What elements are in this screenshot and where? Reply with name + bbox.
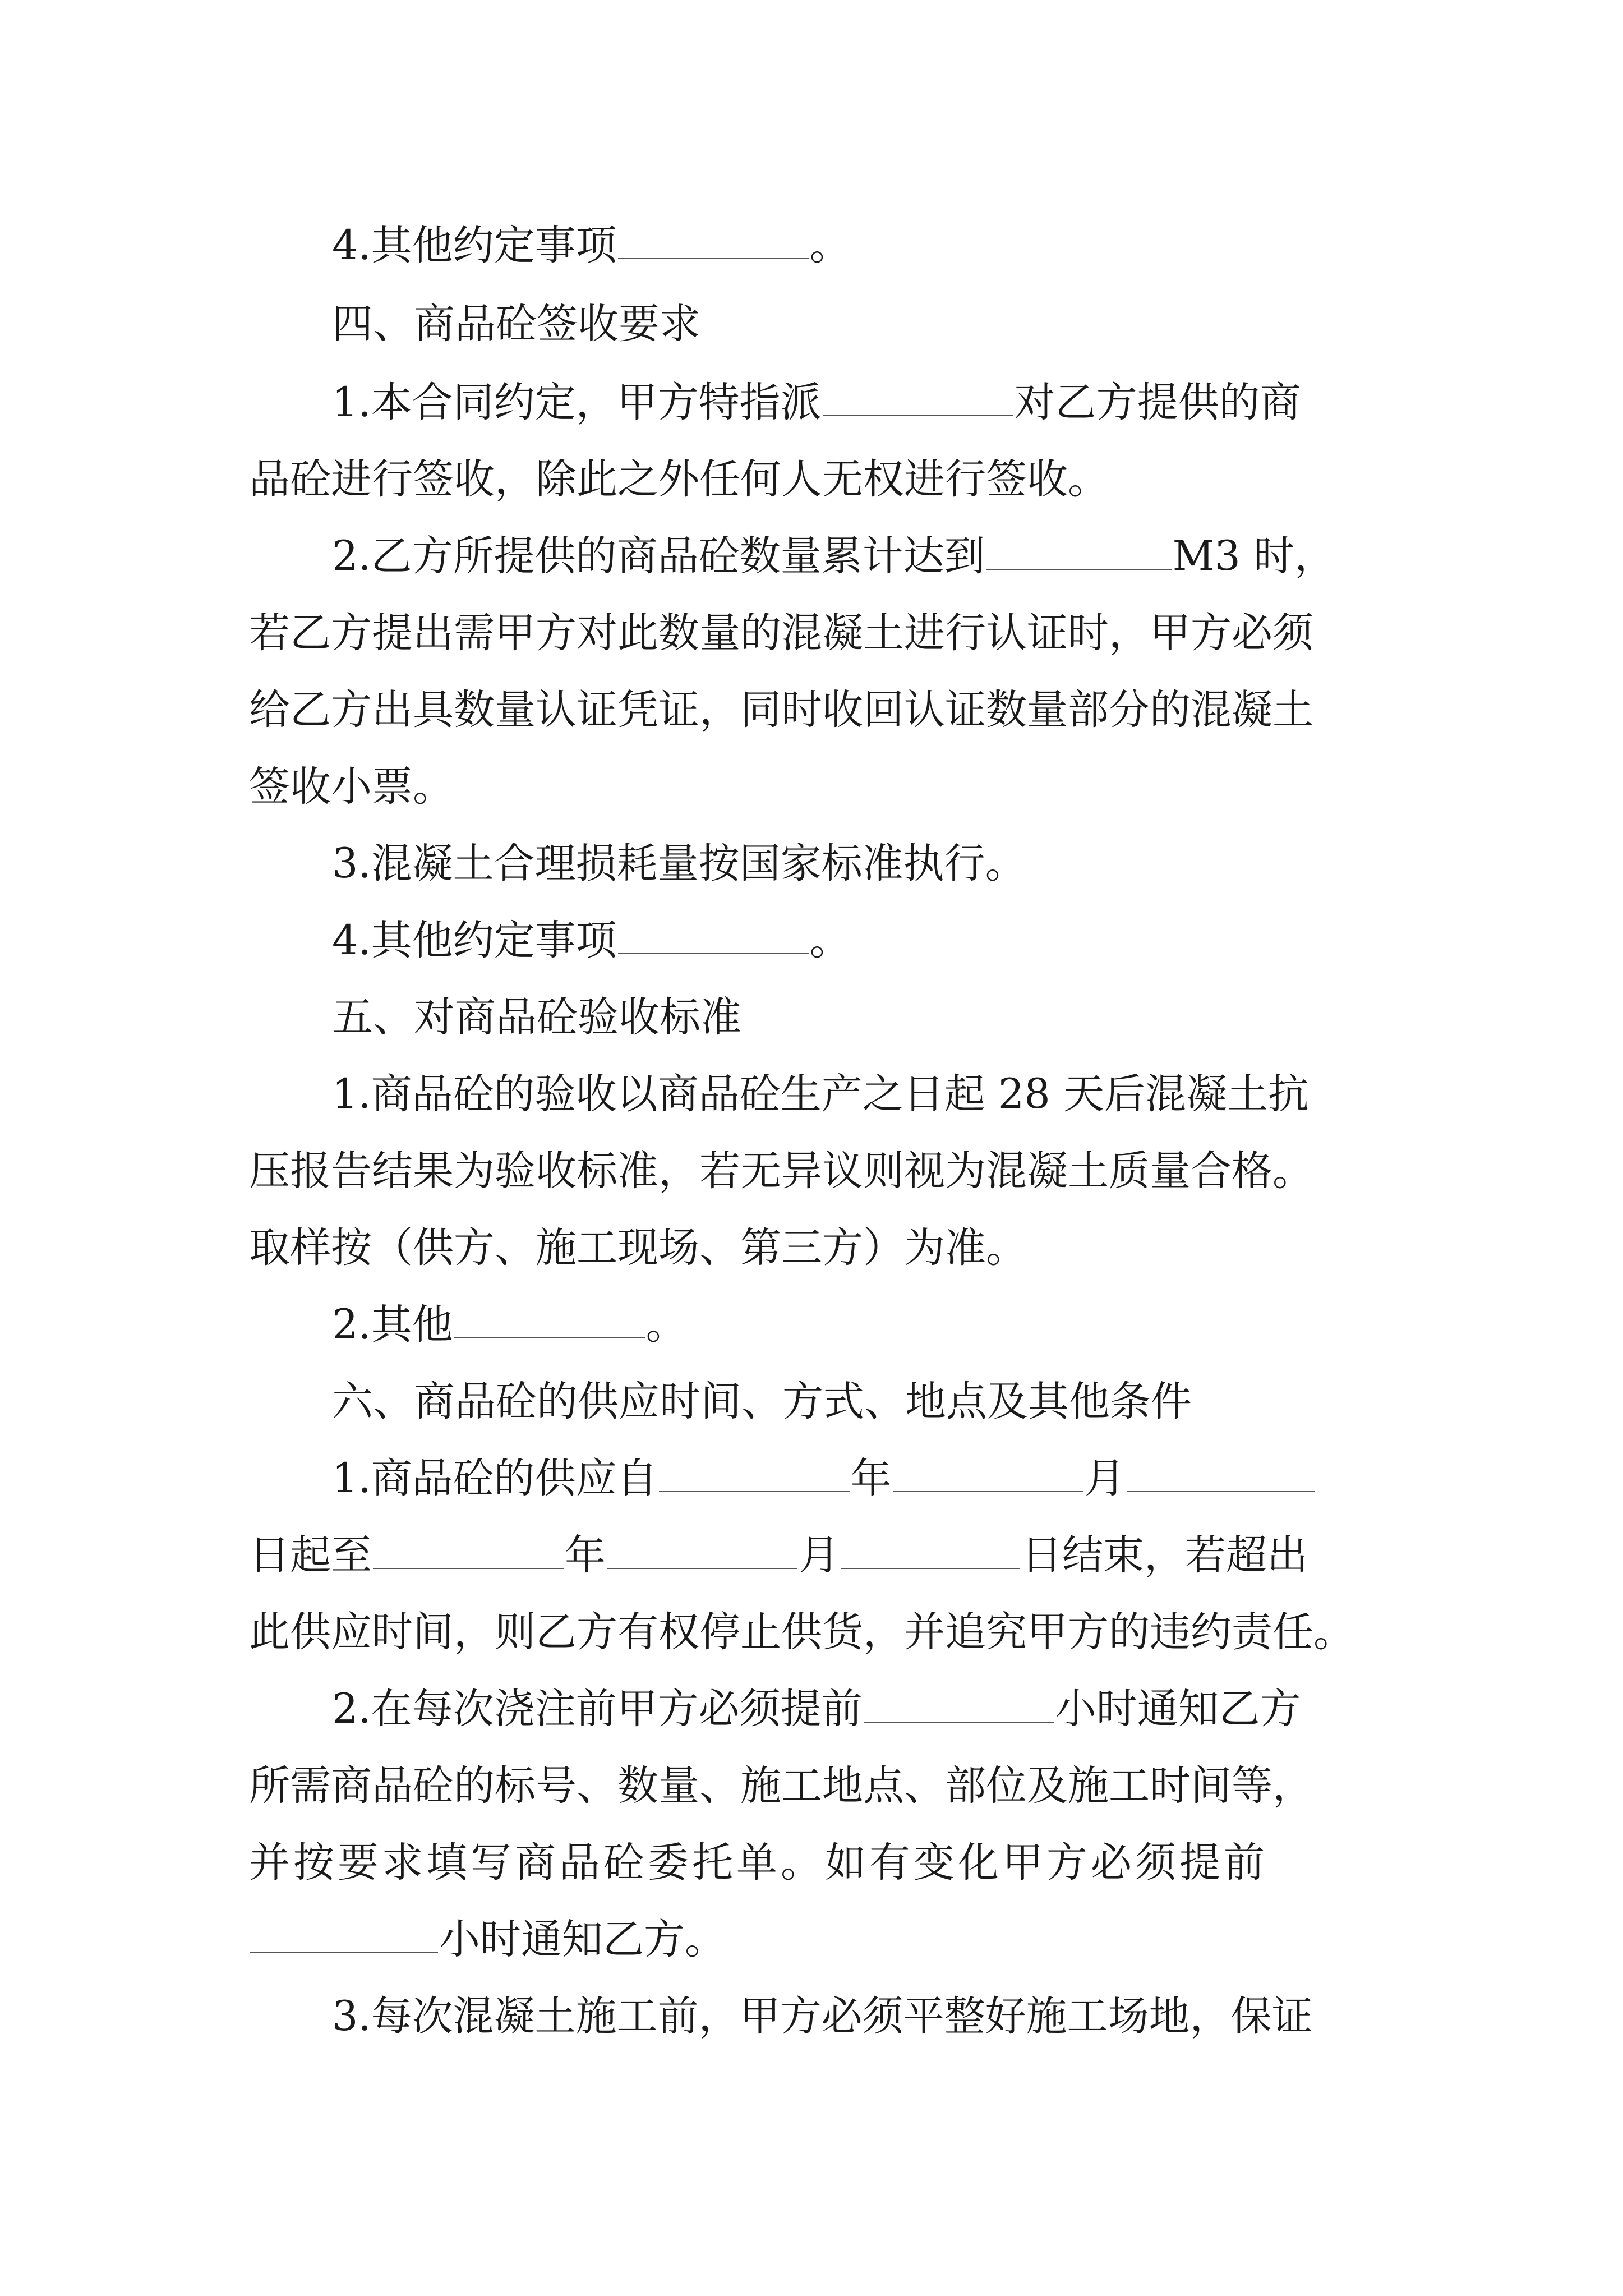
paragraph-line [0,1132,1623,1211]
paragraph-line [0,1824,1623,1902]
heading-text: 四、商品砼签收要求 [332,300,700,348]
section-heading-6 [0,1363,1623,1441]
clause-4-other-matters [0,206,1623,285]
line-text: 取样按（供方、施工现场、第三方）为准。 [249,1224,1027,1272]
line-text: M3 时， [1172,532,1336,580]
paragraph-line [0,594,1623,673]
line-text: 4.其他约定事项 [332,222,617,269]
clause-6-2 [0,1670,1623,1749]
clause-6-3 [0,1977,1623,2056]
paragraph-line [0,748,1623,826]
heading-text: 六、商品砼的供应时间、方式、地点及其他条件 [332,1378,1192,1425]
paragraph-line [0,1593,1623,1672]
line-text: 4.其他约定事项 [332,917,617,964]
day-blank[interactable] [841,1527,1020,1569]
line-text: 日起至 [249,1531,372,1579]
year-blank[interactable] [373,1527,564,1569]
fill-blank[interactable] [618,912,809,954]
line-text: 此供应时间，则乙方有权停止供货，并追究甲方的违约责任。 [249,1608,1354,1656]
fill-blank[interactable] [986,528,1172,570]
clause-5-1 [0,1055,1623,1134]
line-text: 1.商品砼的供应自 [332,1455,658,1502]
section-heading-5 [0,978,1623,1057]
line-text: 3.每次混凝土施工前，甲方必须平整好施工场地，保证 [332,1993,1313,2040]
line-text: 。 [645,1301,687,1349]
line-text: 品砼进行签收，除此之外任何人无权进行签收。 [249,455,1109,503]
line-text: 月 [799,1531,840,1579]
line-text: 月 [1084,1455,1126,1502]
paragraph-line [0,1516,1623,1595]
clause-4-4 [0,901,1623,980]
month-blank[interactable] [893,1450,1083,1492]
fill-blank[interactable] [864,1681,1054,1723]
day-blank[interactable] [1127,1450,1315,1492]
line-text: 1.本合同约定，甲方特指派 [332,379,822,426]
line-text: 对乙方提供的商 [1014,379,1301,426]
month-blank[interactable] [607,1527,797,1569]
clause-5-2 [0,1286,1623,1364]
fill-blank[interactable] [454,1296,645,1338]
clause-4-2 [0,517,1623,596]
line-text: 签收小票。 [249,763,454,811]
paragraph-line [0,440,1623,519]
line-text: 2.其他 [332,1301,453,1349]
fill-blank[interactable] [823,374,1013,416]
paragraph-line [0,1901,1623,1979]
clause-6-1 [0,1439,1623,1518]
line-text: 年 [850,1455,892,1502]
line-text: 给乙方出具数量认证凭证，同时收回认证数量部分的混凝土 [249,686,1313,734]
section-heading-4 [0,285,1623,364]
line-text: 并按要求填写商品砼委托单。如有变化甲方必须提前 [249,1839,1268,1887]
clause-4-1 [0,364,1623,442]
paragraph-line [0,1747,1623,1825]
paragraph-line [0,671,1623,749]
clause-4-3 [0,825,1623,903]
line-text: 2.在每次浇注前甲方必须提前 [332,1685,863,1733]
line-text: 。 [809,917,851,964]
line-text: 1.商品砼的验收以商品砼生产之日起 28 天后混凝土抗 [332,1070,1309,1118]
line-text: 小时通知乙方 [1055,1685,1301,1733]
fill-blank[interactable] [250,1911,438,1953]
line-text: 小时通知乙方。 [439,1916,726,1963]
line-text: 年 [565,1531,606,1579]
line-text: 压报告结果为验收标准，若无异议则视为混凝土质量合格。 [249,1147,1313,1195]
line-text: 。 [809,222,851,269]
line-text: 若乙方提出需甲方对此数量的混凝土进行认证时，甲方必须 [249,609,1313,657]
line-text: 所需商品砼的标号、数量、施工地点、部位及施工时间等， [249,1762,1313,1810]
paragraph-line [0,1209,1623,1287]
heading-text: 五、对商品砼验收标准 [332,993,741,1041]
line-text: 3.混凝土合理损耗量按国家标准执行。 [332,840,1026,887]
line-text: 2.乙方所提供的商品砼数量累计达到 [332,532,985,580]
line-text: 日结束，若超出 [1021,1531,1308,1579]
year-blank[interactable] [659,1450,850,1492]
fill-blank[interactable] [618,217,809,259]
